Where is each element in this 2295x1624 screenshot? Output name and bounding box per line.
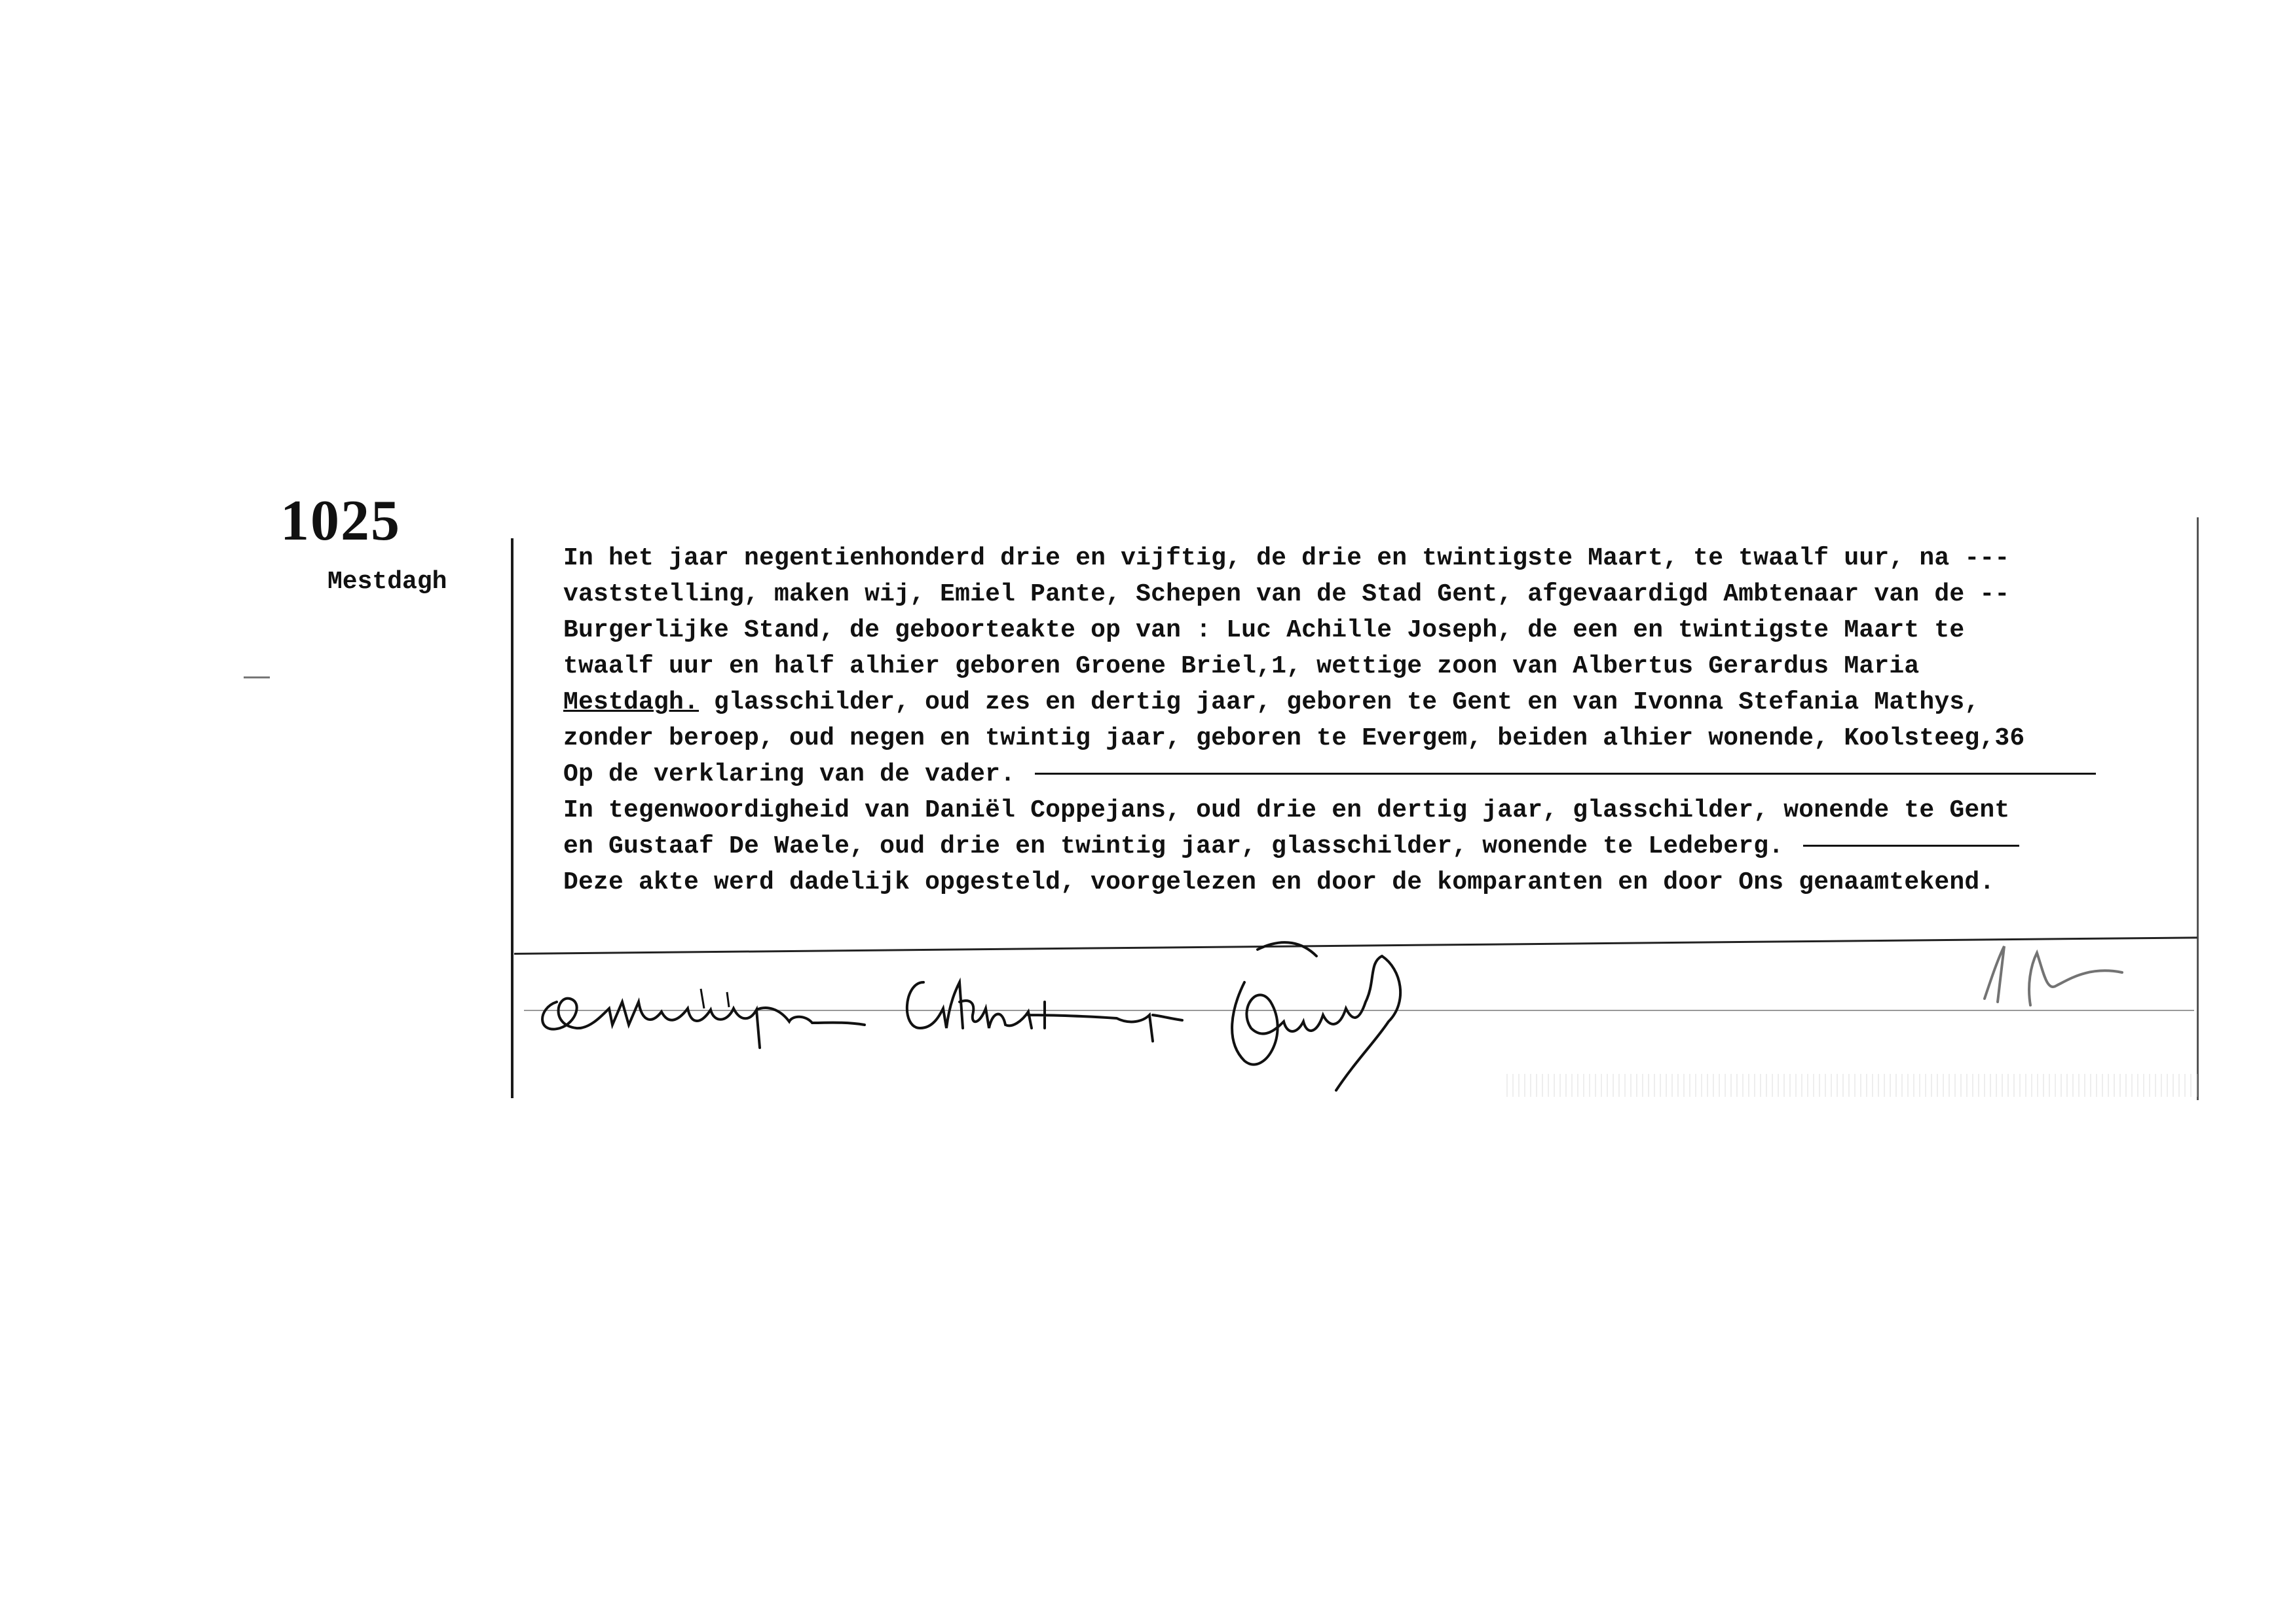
scan-speckle bbox=[1506, 1074, 2201, 1097]
text-line-rest: glasschilder, oud zes en dertig jaar, geboren te Gent en van Ivonna Stefania Mathys, bbox=[699, 688, 1980, 716]
margin-dash bbox=[244, 676, 270, 678]
witness2-signature bbox=[1205, 930, 1428, 1094]
text-line: In tegenwoordigheid van Daniël Coppejans, oud drie en dertig jaar, glasschilder, wonende te Gent bbox=[563, 796, 2010, 824]
fill-dash bbox=[1803, 845, 2019, 847]
record-surname: Mestdagh bbox=[327, 568, 447, 596]
record-number: 1025 bbox=[280, 489, 401, 553]
official-signature bbox=[1958, 927, 2142, 1018]
certificate-text bbox=[563, 540, 2201, 900]
fill-dash bbox=[1035, 773, 2096, 775]
text-line bbox=[563, 828, 2201, 864]
text-line bbox=[563, 756, 2201, 792]
text-line: zonder beroep, oud negen en twintig jaar, geboren te Evergem, beiden alhier wonende, Koolsteeg,36 bbox=[563, 724, 2025, 752]
father-signature bbox=[531, 963, 871, 1054]
text-line: vaststelling, maken wij, Emiel Pante, Schepen van de Stad Gent, afgevaardigd Ambtenaar van de -- bbox=[563, 580, 2010, 608]
text-line: In het jaar negentienhonderd drie en vijftig, de drie en twintigste Maart, te twaalf uur, na --- bbox=[563, 544, 2010, 572]
text-line bbox=[563, 684, 2201, 720]
text-line: Deze akte werd dadelijk opgesteld, voorgelezen en door de komparanten en door Ons genaamtekend. bbox=[563, 868, 1995, 896]
vertical-rule bbox=[511, 538, 513, 1098]
text-line: twaalf uur en half alhier geboren Groene Briel,1, wettige zoon van Albertus Gerardus Maria bbox=[563, 652, 1920, 680]
declaration-text: Op de verklaring van de vader. bbox=[563, 760, 1016, 788]
father-surname: Mestdagh. bbox=[563, 688, 700, 716]
text-line: Burgerlijke Stand, de geboorteakte op van : Luc Achille Joseph, de een en twintigste Maart te bbox=[563, 616, 1965, 644]
witness-text: en Gustaaf De Waele, oud drie en twintig jaar, glasschilder, wonende te Ledeberg. bbox=[563, 832, 1784, 860]
witness1-signature bbox=[894, 963, 1195, 1048]
